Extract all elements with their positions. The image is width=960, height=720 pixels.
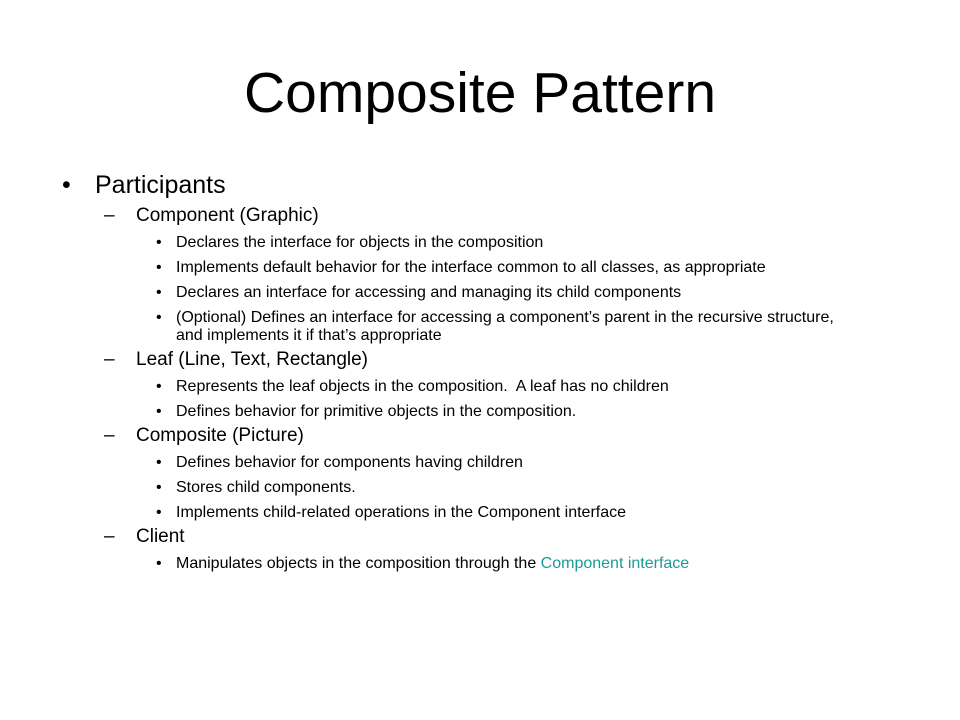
bullet-icon: • <box>156 403 162 420</box>
list-item-text: Defines behavior for components having children <box>176 454 523 471</box>
bullet-icon: • <box>156 378 162 395</box>
list-item-text: Declares an interface for accessing and managing its child components <box>176 284 682 301</box>
role-heading <box>62 424 892 447</box>
dash-icon: – <box>104 205 115 226</box>
role-component <box>62 204 892 345</box>
role-heading <box>62 525 892 548</box>
list-item-text: Manipulates objects in the composition through the <box>176 555 541 572</box>
role-label: Leaf (Line, Text, Rectangle) <box>136 349 369 370</box>
participants-label: Participants <box>95 171 226 199</box>
list-item <box>62 234 856 252</box>
role-label: Component (Graphic) <box>136 205 319 226</box>
list-item <box>62 378 856 396</box>
component-interface-highlight: Component interface <box>540 555 690 572</box>
role-label: Composite (Picture) <box>136 425 304 446</box>
bullet-icon: • <box>156 479 162 496</box>
list-item-text: (Optional) Defines an interface for accessing a component’s parent in the recursive structure, and implements it if that’s appropriate <box>176 309 834 344</box>
role-leaf <box>62 348 892 421</box>
list-item-text: Represents the leaf objects in the composition. A leaf has no children <box>176 378 669 395</box>
dash-icon: – <box>104 425 115 446</box>
list-item-text: Implements child-related operations in the Component interface <box>176 504 627 521</box>
bullet-icon: • <box>156 555 162 572</box>
dash-icon: – <box>104 349 115 370</box>
list-item-text: Declares the interface for objects in the composition <box>176 234 544 251</box>
bullet-icon: • <box>156 284 162 301</box>
slide-title: Composite Pattern <box>243 61 717 125</box>
list-item-text: Defines behavior for primitive objects in the composition. <box>176 403 577 420</box>
bullet-icon: • <box>62 171 71 199</box>
bullet-icon: • <box>156 234 162 251</box>
list-item <box>62 504 856 522</box>
role-client <box>62 525 892 573</box>
role-label: Client <box>136 526 185 547</box>
bullet-icon: • <box>156 259 162 276</box>
list-item <box>62 284 856 302</box>
list-item-text: Stores child components. <box>176 479 356 496</box>
bullet-icon: • <box>156 309 162 326</box>
list-item <box>62 309 856 345</box>
dash-icon: – <box>104 526 115 547</box>
list-item <box>62 479 856 497</box>
list-item <box>62 555 856 573</box>
participants-heading <box>62 168 892 202</box>
bullet-icon: • <box>156 454 162 471</box>
list-item <box>62 403 856 421</box>
bullet-icon: • <box>156 504 162 521</box>
role-heading <box>62 348 892 371</box>
role-composite <box>62 424 892 522</box>
list-item-text: Implements default behavior for the interface common to all classes, as appropriate <box>176 259 766 276</box>
role-heading <box>62 204 892 227</box>
slide-content <box>62 168 892 573</box>
list-item <box>62 454 856 472</box>
list-item <box>62 259 856 277</box>
